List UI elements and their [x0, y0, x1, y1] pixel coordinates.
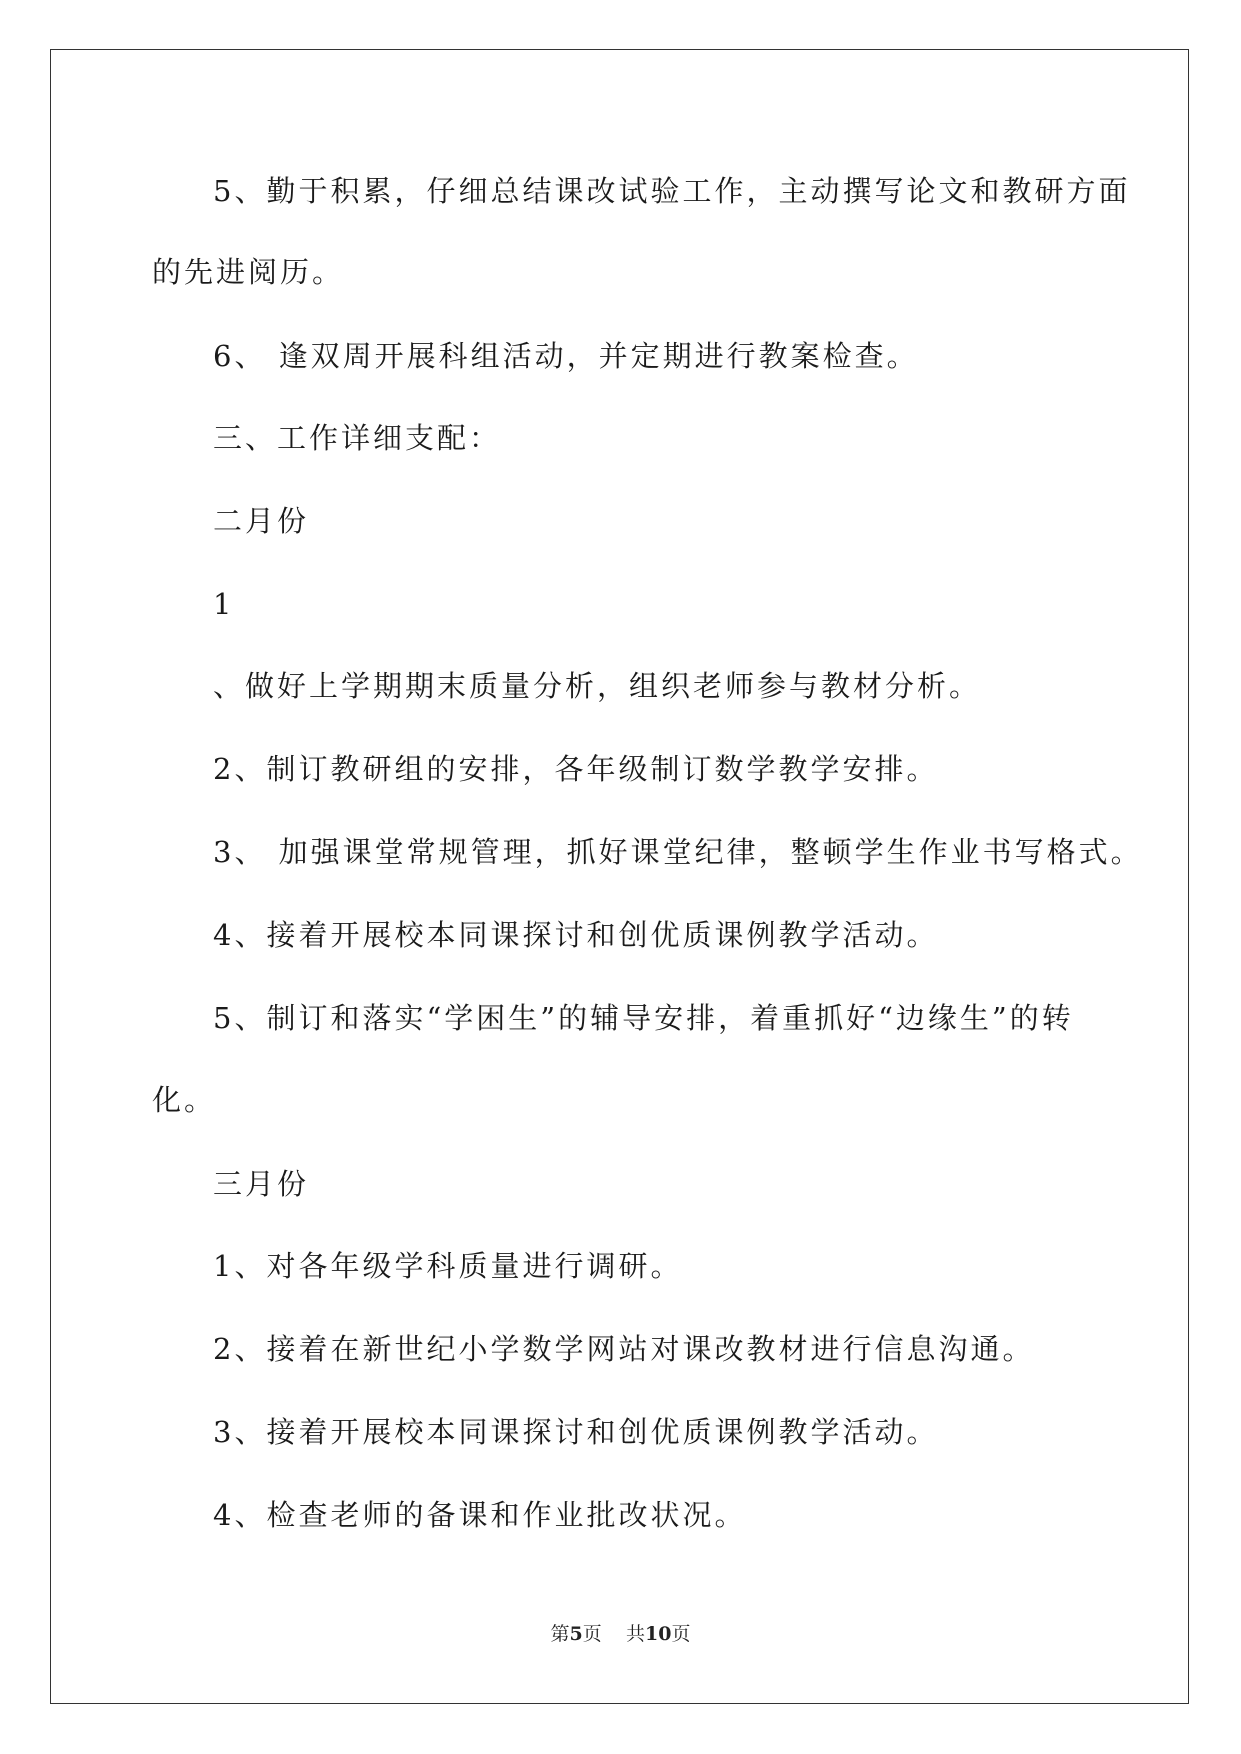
paragraph-line: 5、制订和落实“学困生”的辅导安排，着重抓好“边缘生”的转 [213, 1001, 1074, 1035]
total-pages: 10 [644, 1623, 672, 1645]
paragraph-line: 2、接着在新世纪小学数学网站对课改教材进行信息沟通。 [213, 1332, 1035, 1366]
page-footer [0, 1622, 1241, 1646]
total-suffix: 页 [671, 1623, 691, 1645]
paragraph-line: 3、 加强课堂常规管理，抓好课堂纪律，整顿学生作业书写格式。 [213, 835, 1143, 869]
paragraph-line: 1、对各年级学科质量进行调研。 [213, 1249, 683, 1283]
month-heading: 三月份 [213, 1167, 310, 1201]
paragraph-line: 4、检查老师的备课和作业批改状况。 [213, 1498, 747, 1532]
paragraph-line: 、做好上学期期末质量分析，组织老师参与教材分析。 [213, 669, 982, 703]
total-prefix: 共 [625, 1623, 645, 1645]
paragraph-line: 6、 逢双周开展科组活动，并定期进行教案检查。 [213, 339, 919, 373]
paragraph-line: 1 [213, 587, 235, 621]
month-heading: 二月份 [213, 504, 310, 538]
page-prefix: 第 [550, 1623, 570, 1645]
paragraph-line: 化。 [152, 1083, 217, 1117]
paragraph-line: 的先进阅历。 [152, 255, 345, 289]
page-number: 5 [569, 1623, 583, 1645]
paragraph-line: 2、制订教研组的安排，各年级制订数学教学安排。 [213, 752, 939, 786]
paragraph-line: 4、接着开展校本同课探讨和创优质课例教学活动。 [213, 918, 939, 952]
page-suffix: 页 [582, 1623, 602, 1645]
paragraph-line: 3、接着开展校本同课探讨和创优质课例教学活动。 [213, 1415, 939, 1449]
paragraph-line: 5、勤于积累，仔细总结课改试验工作，主动撰写论文和教研方面 [213, 174, 1131, 208]
section-heading: 三、工作详细支配： [213, 421, 502, 455]
